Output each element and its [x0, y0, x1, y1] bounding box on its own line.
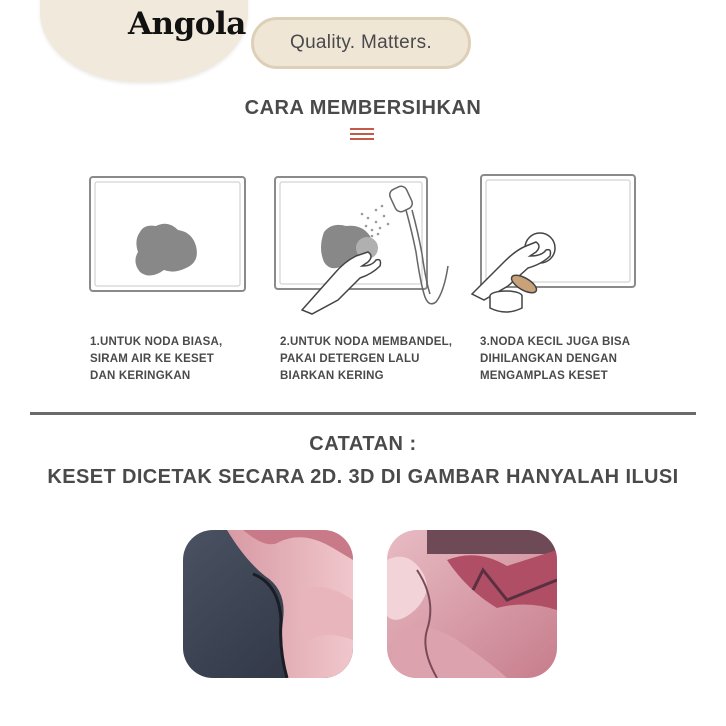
mat-closeup-photo-1	[183, 530, 353, 678]
shower-wash-illustration	[272, 170, 462, 315]
logo-badge	[40, 0, 248, 82]
section-divider	[30, 412, 696, 415]
step-1-text: 1.UNTUK NODA BIASA, SIRAM AIR KE KESET DAN KERINGKAN	[90, 336, 223, 382]
stain-mat-illustration	[88, 170, 248, 295]
step-2-text: 2.UNTUK NODA MEMBANDEL, PAKAI DETERGEN LALU BIARKAN KERING	[280, 336, 453, 382]
title-decoration	[350, 128, 374, 140]
shower-head-icon	[388, 184, 448, 303]
note-text: KESET DICETAK SECARA 2D. 3D DI GAMBAR HANYALAH ILUSI	[47, 466, 679, 488]
cleaning-title: CARA MEMBERSIHKAN	[244, 97, 482, 119]
note-title: CATATAN :	[309, 433, 417, 455]
tagline-text: Quality. Matters.	[289, 32, 432, 53]
sanding-illustration	[468, 170, 648, 315]
brand-logo: Angola	[128, 6, 246, 42]
step-3-text: 3.NODA KECIL JUGA BISA DIHILANGKAN DENGAN MENGAMPLAS KESET	[480, 336, 631, 382]
tagline-pill	[251, 17, 471, 69]
mat-closeup-photo-2	[387, 530, 557, 678]
